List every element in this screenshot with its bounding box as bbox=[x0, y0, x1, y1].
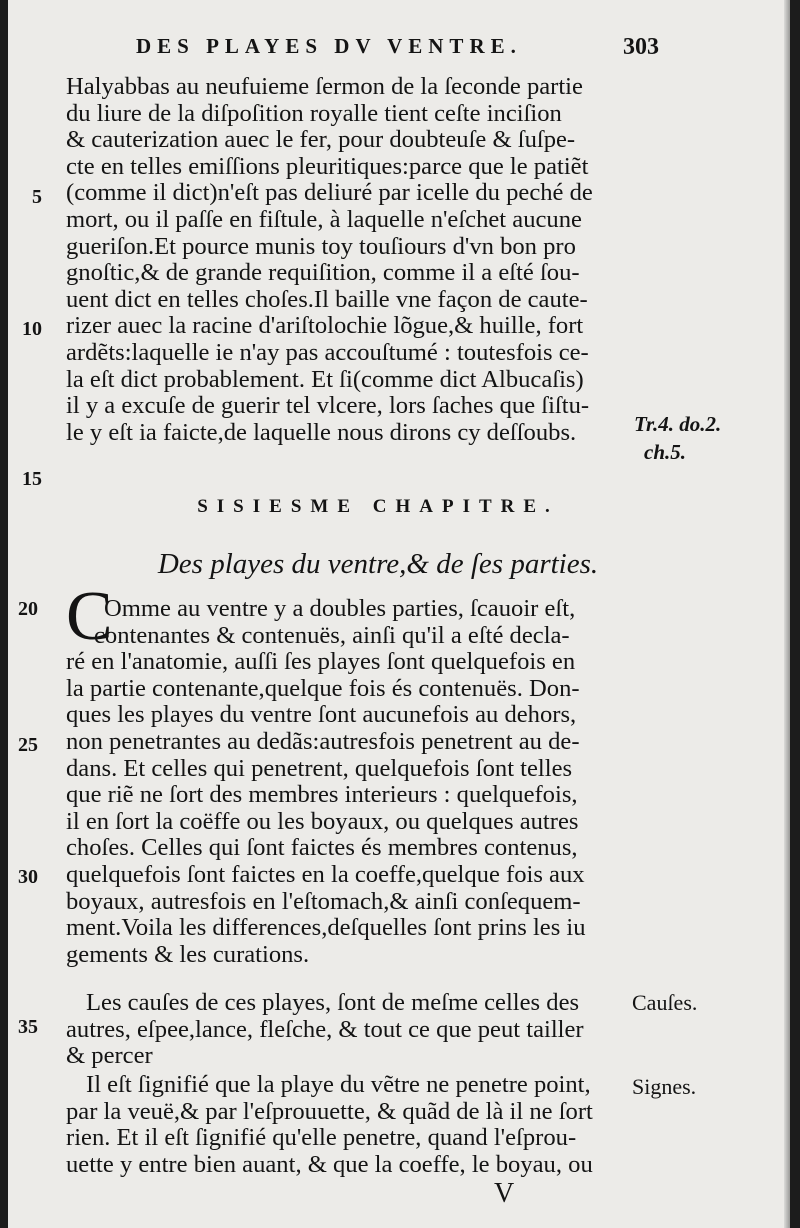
text-line: ment.Voila les differences,deſquelles ſont prins les iu bbox=[66, 915, 586, 942]
text-line: non penetrantes au dedãs:autresfois penetrent au de- bbox=[66, 728, 580, 755]
text-line: Halyabbas au neufuieme ſermon de la ſeconde partie bbox=[66, 74, 583, 100]
margin-note-causes: Cauſes. bbox=[632, 990, 698, 1015]
text-line: Les cauſes de ces playes, ſont de meſme celles des bbox=[86, 990, 580, 1016]
line-number: 15 bbox=[22, 468, 42, 490]
text-line: ré en l'anatomie, auſſi ſes playes ſont quelquefois en bbox=[66, 649, 576, 676]
text-line: autres, eſpee,lance, fleſche, & tout ce que peut tailler bbox=[66, 1016, 584, 1043]
text-line: gements & les curations. bbox=[66, 941, 310, 968]
text-line: choſes. Celles qui ſont faictes és membres contenus, bbox=[66, 835, 578, 862]
line-number: 10 bbox=[22, 318, 42, 340]
page-number: 303 bbox=[623, 34, 659, 60]
text-line: uette y entre bien auant, & que la coeffe, le boyau, ou bbox=[66, 1151, 593, 1178]
text-line: Omme au ventre y a doubles parties, ſcauoir eſt, bbox=[104, 596, 576, 622]
text-line: & cauterization auec le fer, pour doubteuſe & ſuſpe- bbox=[66, 127, 576, 154]
text-line: que riẽ ne ſort des membres interieurs : quelquefois, bbox=[66, 782, 578, 809]
text-line: par la veuë,& par l'eſprouuette, & quãd de là il ne ſort bbox=[66, 1098, 593, 1125]
text-line: mort, ou il paſſe en fiſtule, à laquelle n'eſchet aucune bbox=[66, 206, 582, 233]
causes-paragraph bbox=[66, 990, 628, 1070]
text-line: gnoſtic,& de grande requiſition, comme il a eſté ſou- bbox=[66, 260, 580, 287]
text-line: rien. Et il eſt ſignifié qu'elle penetre, quand l'eſprou- bbox=[66, 1125, 577, 1152]
line-number: 25 bbox=[18, 734, 38, 756]
text-line: uent dict en telles choſes.Il baille vne façon de caute- bbox=[66, 286, 588, 313]
signes-paragraph bbox=[66, 1072, 628, 1178]
text-line: gueriſon.Et pource munis toy touſiours d'vn bon pro bbox=[66, 233, 576, 260]
text-line: dans. Et celles qui penetrent, quelquefois ſont telles bbox=[66, 755, 573, 782]
margin-note-signes: Signes. bbox=[632, 1074, 697, 1099]
signature-mark: V bbox=[494, 1178, 515, 1209]
text-line: ardẽts:laquelle ie n'ay pas accouſtumé : toutesfois ce- bbox=[66, 339, 589, 366]
text-line: il y a excuſe de guerir tel vlcere, lors ſaches que ſiſtu- bbox=[66, 393, 590, 420]
book-page bbox=[8, 0, 790, 1228]
text-line: rizer auec la racine d'ariſtolochie lõgue,& huille, fort bbox=[66, 313, 584, 340]
page-header bbox=[136, 34, 696, 64]
text-line: boyaux, autresfois en l'eſtomach,& ainſi conſequem- bbox=[66, 888, 581, 915]
chapter-title: Des playes du ventre,& de ſes parties. bbox=[157, 548, 599, 580]
chapter-heading: SISIESME CHAPITRE. bbox=[197, 496, 559, 517]
text-line: le y eſt ia faicte,de laquelle nous dirons cy deſſoubs. bbox=[66, 419, 577, 446]
drop-cap: C bbox=[66, 578, 113, 655]
top-paragraph bbox=[66, 74, 628, 446]
text-line: Il eſt ſignifié que la playe du vẽtre ne penetre point, bbox=[86, 1072, 591, 1098]
chapter-paragraph bbox=[66, 596, 628, 968]
line-number: 30 bbox=[18, 866, 38, 888]
text-line: (comme il dict)n'eſt pas deliuré par icelle du peché de bbox=[66, 180, 593, 207]
text-line: la eſt dict probablement. Et ſi(comme dict Albucaſis) bbox=[66, 366, 584, 393]
line-number: 5 bbox=[32, 186, 42, 208]
line-number: 20 bbox=[18, 598, 38, 620]
margin-reference: Tr.4. do.2. bbox=[634, 412, 722, 436]
text-line: ques les playes du ventre ſont aucunefois au dehors, bbox=[66, 702, 577, 729]
text-line: il en ſort la coëffe ou les boyaux, ou quelques autres bbox=[66, 808, 579, 835]
text-line: du liure de la diſpoſition royalle tient ceſte inciſion bbox=[66, 100, 562, 127]
line-number: 35 bbox=[18, 1016, 38, 1038]
text-line: cte en telles emiſſions pleuritiques:parce que le patiẽt bbox=[66, 153, 589, 180]
text-line: contenantes & contenuës, ainſi qu'il a eſté decla- bbox=[94, 622, 570, 649]
margin-reference: ch.5. bbox=[644, 440, 686, 464]
text-line: quelquefois ſont faictes en la coeffe,quelque fois aux bbox=[66, 861, 585, 888]
text-line: & percer bbox=[66, 1043, 153, 1070]
running-head: DES PLAYES DV VENTRE. bbox=[136, 34, 522, 58]
text-line: la partie contenante,quelque fois és contenuës. Don- bbox=[66, 675, 580, 702]
